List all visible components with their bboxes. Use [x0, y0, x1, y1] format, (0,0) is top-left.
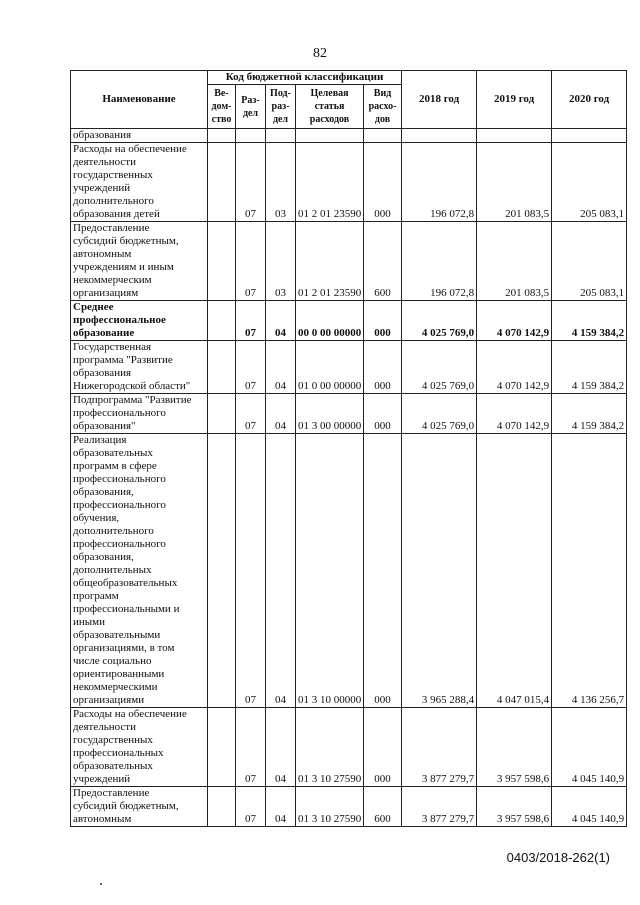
document-code: 0403/2018-262(1): [506, 850, 610, 865]
row-2020: 4 159 384,2: [552, 341, 627, 394]
row-vedomstvo: [208, 434, 236, 708]
row-podrazdel: 04: [266, 341, 296, 394]
row-2019: 4 070 142,9: [477, 301, 552, 341]
table-row: [71, 143, 627, 222]
row-name: Предоставление субсидий бюджетным, автономным учреждениям и иным некоммерческим организациям: [71, 222, 208, 301]
row-vedomstvo: [208, 222, 236, 301]
row-vid: 000: [364, 708, 402, 787]
row-2020: 4 045 140,9: [552, 708, 627, 787]
row-vedomstvo: [208, 394, 236, 434]
row-2020: 4 045 140,9: [552, 787, 627, 827]
row-razdel: 07: [236, 301, 266, 341]
table-row: [71, 787, 627, 827]
row-name: Реализация образовательных программ в сфере профессионального образования, профессионального обучения, дополнительного профессионального образования, дополнительных общеобразовательных программ профессиональными и иными образовательными организациями, в том числе социально ориентированными некоммерческими организациями: [71, 434, 208, 708]
row-vid: 000: [364, 394, 402, 434]
row-celevaya: 01 3 00 00000: [296, 394, 364, 434]
row-podrazdel: 04: [266, 708, 296, 787]
row-2019: 3 957 598,6: [477, 787, 552, 827]
row-podrazdel: 04: [266, 394, 296, 434]
row-2020: 4 136 256,7: [552, 434, 627, 708]
header-vid: Вид расхо- дов: [364, 85, 402, 129]
row-podrazdel: [266, 129, 296, 143]
header-razdel: Раз- дел: [236, 85, 266, 129]
row-2019: 4 070 142,9: [477, 341, 552, 394]
row-razdel: 07: [236, 341, 266, 394]
row-vedomstvo: [208, 301, 236, 341]
header-celevaya: Целевая статья расходов: [296, 85, 364, 129]
header-vedomstvo: Ве- дом- ство: [208, 85, 236, 129]
row-celevaya: 01 2 01 23590: [296, 222, 364, 301]
row-2018: [402, 129, 477, 143]
row-name: Подпрограмма "Развитие профессионального образования": [71, 394, 208, 434]
row-celevaya: 01 0 00 00000: [296, 341, 364, 394]
row-vid: 000: [364, 143, 402, 222]
row-razdel: 07: [236, 222, 266, 301]
row-2020: [552, 129, 627, 143]
budget-table: [70, 70, 627, 827]
row-2020: 4 159 384,2: [552, 301, 627, 341]
row-vid: [364, 129, 402, 143]
row-2019: 4 070 142,9: [477, 394, 552, 434]
row-razdel: 07: [236, 787, 266, 827]
row-vedomstvo: [208, 129, 236, 143]
row-razdel: [236, 129, 266, 143]
table-row: [71, 434, 627, 708]
row-celevaya: 01 3 10 27590: [296, 787, 364, 827]
row-celevaya: [296, 129, 364, 143]
row-vid: 000: [364, 434, 402, 708]
row-2019: 201 083,5: [477, 222, 552, 301]
row-vedomstvo: [208, 708, 236, 787]
row-2018: 3 877 279,7: [402, 708, 477, 787]
row-vedomstvo: [208, 787, 236, 827]
table-row: [71, 222, 627, 301]
header-2018: 2018 год: [402, 71, 477, 129]
row-razdel: 07: [236, 708, 266, 787]
row-2020: 205 083,1: [552, 143, 627, 222]
row-vid: 000: [364, 301, 402, 341]
row-razdel: 07: [236, 394, 266, 434]
row-razdel: 07: [236, 143, 266, 222]
row-name: Расходы на обеспечение деятельности государственных профессиональных образовательных учреждений: [71, 708, 208, 787]
table-row: [71, 341, 627, 394]
table-row: [71, 301, 627, 341]
row-2018: 4 025 769,0: [402, 301, 477, 341]
row-vid: 600: [364, 787, 402, 827]
row-2020: 205 083,1: [552, 222, 627, 301]
row-2018: 3 877 279,7: [402, 787, 477, 827]
row-podrazdel: 04: [266, 301, 296, 341]
row-2018: 4 025 769,0: [402, 341, 477, 394]
row-2020: 4 159 384,2: [552, 394, 627, 434]
table-row: [71, 394, 627, 434]
row-2019: 4 047 015,4: [477, 434, 552, 708]
row-2018: 196 072,8: [402, 143, 477, 222]
row-celevaya: 00 0 00 00000: [296, 301, 364, 341]
scan-mark: [100, 883, 102, 885]
row-celevaya: 01 3 10 27590: [296, 708, 364, 787]
header-code-group: Код бюджетной классификации: [208, 71, 402, 85]
header-name: Наименование: [71, 71, 208, 129]
page-number: 82: [313, 46, 327, 61]
row-name: Расходы на обеспечение деятельности государственных учреждений дополнительного образования детей: [71, 143, 208, 222]
row-2019: 3 957 598,6: [477, 708, 552, 787]
table-row: [71, 708, 627, 787]
row-razdel: 07: [236, 434, 266, 708]
row-name: образования: [71, 129, 208, 143]
row-vedomstvo: [208, 341, 236, 394]
row-2019: 201 083,5: [477, 143, 552, 222]
row-podrazdel: 04: [266, 787, 296, 827]
row-podrazdel: 04: [266, 434, 296, 708]
row-vedomstvo: [208, 143, 236, 222]
row-celevaya: 01 3 10 00000: [296, 434, 364, 708]
row-2018: 4 025 769,0: [402, 394, 477, 434]
row-2019: [477, 129, 552, 143]
row-2018: 196 072,8: [402, 222, 477, 301]
row-podrazdel: 03: [266, 222, 296, 301]
row-name: Государственная программа "Развитие образования Нижегородской области": [71, 341, 208, 394]
row-name: Среднее профессиональное образование: [71, 301, 208, 341]
row-celevaya: 01 2 01 23590: [296, 143, 364, 222]
row-podrazdel: 03: [266, 143, 296, 222]
header-2020: 2020 год: [552, 71, 627, 129]
header-2019: 2019 год: [477, 71, 552, 129]
row-vid: 600: [364, 222, 402, 301]
header-podrazdel: Под- раз- дел: [266, 85, 296, 129]
row-2018: 3 965 288,4: [402, 434, 477, 708]
row-name: Предоставление субсидий бюджетным, автономным: [71, 787, 208, 827]
row-vid: 000: [364, 341, 402, 394]
table-row: [71, 129, 627, 143]
